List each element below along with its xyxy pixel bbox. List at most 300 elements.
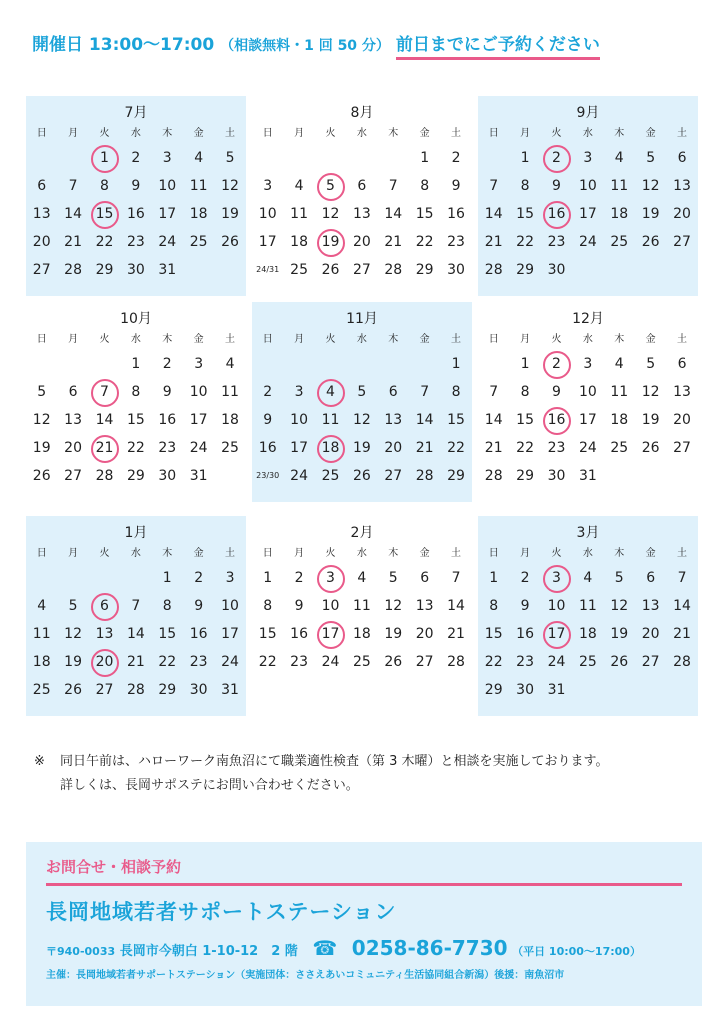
day-cell: 25 <box>32 682 51 698</box>
day-cell: 18 <box>221 412 239 428</box>
week-row <box>252 648 472 676</box>
event-day: 3 <box>541 564 572 592</box>
event-day: 21 <box>89 434 120 462</box>
month-title: 9月 <box>576 105 600 121</box>
day-cell: 19 <box>221 206 239 222</box>
day-cell: 14 <box>673 598 691 614</box>
day-cell: 9 <box>194 598 204 614</box>
event-day: 2 <box>541 144 572 172</box>
day-cell: 1 <box>420 150 430 166</box>
day-cell <box>666 676 697 704</box>
weekday-label: 土 <box>677 334 688 345</box>
weekday-label: 木 <box>388 128 399 139</box>
day-cell: 4 <box>614 150 624 166</box>
week-row <box>26 378 246 406</box>
day-cell: 14 <box>415 412 434 428</box>
day-cell: 2 <box>194 570 204 586</box>
day-cell: 25 <box>610 234 629 250</box>
day-cell: 10 <box>578 178 597 194</box>
day-cell: 10 <box>578 384 597 400</box>
day-cell: 9 <box>552 384 561 400</box>
week-row <box>478 676 698 704</box>
day-cell: 31 <box>221 682 239 698</box>
event-day: 6 <box>89 592 120 620</box>
sponsor-line: 主催：長岡地域若者サポートステーション（実施団体：ささえあいコミュニティ生活協同組合新潟）後援：南魚沼市 <box>46 970 565 981</box>
day-cell: 14 <box>126 626 145 642</box>
day-cell: 2 <box>263 384 273 400</box>
weekday-label: 月 <box>68 128 79 139</box>
month-calendar <box>26 516 246 716</box>
day-cell <box>57 144 88 172</box>
day-cell: 18 <box>352 626 371 642</box>
day-cell: 3 <box>294 384 304 400</box>
weekday-label: 月 <box>68 548 79 559</box>
day-cell: 25 <box>352 654 371 670</box>
day-cell: 10 <box>321 598 340 614</box>
day-cell: 17 <box>578 412 597 428</box>
day-cell: 27 <box>32 262 51 278</box>
weekday-header <box>26 330 246 350</box>
day-cell: 4 <box>37 598 47 614</box>
month-title: 7月 <box>124 105 148 121</box>
week-row <box>26 462 246 490</box>
day-cell: 11 <box>32 626 51 642</box>
day-cell: 4 <box>583 570 593 586</box>
event-day: 7 <box>89 378 120 406</box>
weekday-label: 木 <box>162 334 173 345</box>
day-cell: 21 <box>447 626 465 642</box>
day-cell: 28 <box>447 654 465 670</box>
month-calendar <box>252 302 472 502</box>
day-cell: 10 <box>189 384 208 400</box>
day-cell: 16 <box>447 206 465 222</box>
day-cell: 13 <box>384 412 403 428</box>
day-cell: 22 <box>484 654 503 670</box>
day-cell: 8 <box>451 384 461 400</box>
day-cell: 21 <box>673 626 691 642</box>
week-row <box>478 592 698 620</box>
weekday-label: 土 <box>225 548 236 559</box>
day-cell: 26 <box>610 654 629 670</box>
day-cell: 30 <box>547 468 566 484</box>
day-cell: 4 <box>357 570 367 586</box>
day-cell: 9 <box>263 412 273 428</box>
day-cell: 3 <box>263 178 273 194</box>
day-cell: 27 <box>352 262 371 278</box>
weekday-label: 火 <box>99 548 110 559</box>
day-cell: 12 <box>384 598 403 614</box>
weekday-header <box>478 124 698 144</box>
weekday-label: 日 <box>262 128 273 139</box>
day-cell: 30 <box>158 468 177 484</box>
day-cell: 20 <box>384 440 403 456</box>
week-row <box>252 406 472 434</box>
day-cell: 14 <box>64 206 82 222</box>
day-cell: 5 <box>68 598 78 614</box>
month-title: 10月 <box>120 311 152 327</box>
day-cell: 21 <box>415 440 434 456</box>
day-cell: 17 <box>158 206 177 222</box>
weekday-label: 水 <box>582 548 593 559</box>
day-cell: 26 <box>321 262 340 278</box>
day-cell: 23 <box>547 234 566 250</box>
day-cell: 23 <box>447 234 465 250</box>
day-cell: 23 <box>547 440 566 456</box>
day-cell: 1 <box>131 356 141 372</box>
day-cell: 3 <box>583 150 593 166</box>
day-cell: 8 <box>520 384 530 400</box>
weekday-label: 土 <box>225 128 236 139</box>
event-day: 19 <box>315 228 346 256</box>
weekday-label: 金 <box>419 334 430 345</box>
day-cell: 19 <box>32 440 51 456</box>
week-row <box>26 256 246 284</box>
day-cell: 27 <box>415 654 434 670</box>
weekday-header <box>252 544 472 564</box>
day-cell: 10 <box>290 412 308 428</box>
day-cell: 6 <box>68 384 78 400</box>
weekday-label: 木 <box>162 128 173 139</box>
day-cell: 29 <box>484 682 503 698</box>
address: 長岡市今朝白 1-10-12 2 階 <box>119 944 298 959</box>
week-row <box>478 434 698 462</box>
day-cell: 31 <box>578 468 597 484</box>
month-calendar <box>26 302 246 502</box>
weekday-label: 土 <box>677 548 688 559</box>
month-calendar <box>478 516 698 716</box>
weekday-label: 金 <box>645 128 656 139</box>
day-cell: 16 <box>126 206 145 222</box>
day-cell: 10 <box>258 206 277 222</box>
day-cell: 5 <box>388 570 398 586</box>
header-deadline: 前日までにご予約ください <box>396 35 600 60</box>
day-cell: 20 <box>641 626 660 642</box>
day-cell: 13 <box>95 626 114 642</box>
day-cell: 6 <box>357 178 367 194</box>
weekday-header <box>478 330 698 350</box>
week-row <box>26 676 246 704</box>
day-cell: 23 <box>189 654 208 670</box>
weekday-header <box>26 544 246 564</box>
day-cell <box>409 350 440 378</box>
weekday-label: 木 <box>614 334 625 345</box>
day-cell: 24 <box>158 234 177 250</box>
day-cell <box>604 462 635 490</box>
day-cell: 29 <box>158 682 177 698</box>
day-cell <box>346 144 377 172</box>
weekday-label: 金 <box>645 334 656 345</box>
day-cell: 22 <box>158 654 177 670</box>
day-cell <box>572 256 603 284</box>
day-cell: 17 <box>189 412 208 428</box>
day-cell: 6 <box>420 570 430 586</box>
week-row <box>478 648 698 676</box>
day-cell: 24 <box>578 440 597 456</box>
day-cell: 26 <box>32 468 51 484</box>
day-cell: 16 <box>158 412 177 428</box>
week-row <box>252 144 472 172</box>
weekday-label: 月 <box>294 128 305 139</box>
day-cell: 22 <box>258 654 277 670</box>
week-row <box>252 620 472 648</box>
day-cell: 8 <box>489 598 499 614</box>
weekday-label: 火 <box>325 128 336 139</box>
day-cell: 8 <box>100 178 109 194</box>
day-cell: 2 <box>520 570 530 586</box>
weekday-header <box>252 330 472 350</box>
day-cell <box>478 144 509 172</box>
day-cell: 11 <box>610 178 629 194</box>
day-cell: 30 <box>547 262 566 278</box>
week-row <box>26 648 246 676</box>
day-cell: 11 <box>221 384 239 400</box>
weekday-label: 木 <box>614 548 625 559</box>
day-cell: 15 <box>158 626 177 642</box>
day-cell <box>214 256 245 284</box>
week-row <box>26 350 246 378</box>
day-cell: 15 <box>447 412 465 428</box>
day-cell: 13 <box>673 178 691 194</box>
phone-number[interactable]: 0258-86-7730 <box>351 936 508 960</box>
day-cell: 9 <box>520 598 530 614</box>
day-cell: 22 <box>516 440 534 456</box>
day-cell <box>315 144 346 172</box>
day-cell: 14 <box>384 206 403 222</box>
day-cell: 7 <box>68 178 78 194</box>
day-cell: 10 <box>221 598 239 614</box>
weekday-label: 日 <box>488 334 499 345</box>
day-cell: 6 <box>677 150 687 166</box>
week-row <box>252 434 472 462</box>
day-cell: 5 <box>225 150 235 166</box>
day-cell: 18 <box>578 626 597 642</box>
address-line <box>46 936 682 960</box>
day-cell: 17 <box>290 440 308 456</box>
day-cell: 23 <box>290 654 308 670</box>
day-cell: 27 <box>641 654 660 670</box>
weekday-header <box>26 124 246 144</box>
day-cell <box>635 462 666 490</box>
week-row <box>478 406 698 434</box>
event-day: 17 <box>541 620 572 648</box>
note-line-2: 詳しくは、長岡サポステにお問い合わせください。 <box>60 778 359 793</box>
day-cell: 13 <box>641 598 660 614</box>
day-cell: 15 <box>126 412 145 428</box>
day-cell: 18 <box>189 206 208 222</box>
event-day: 20 <box>89 648 120 676</box>
weekday-label: 金 <box>193 128 204 139</box>
day-cell <box>572 676 603 704</box>
week-row <box>478 228 698 256</box>
event-day: 16 <box>541 200 572 228</box>
day-cell: 11 <box>352 598 371 614</box>
week-row <box>26 144 246 172</box>
weekday-label: 水 <box>582 334 593 345</box>
day-cell: 16 <box>189 626 208 642</box>
day-cell: 2 <box>451 150 461 166</box>
day-cell: 20 <box>64 440 82 456</box>
day-cell: 8 <box>520 178 530 194</box>
day-cell: 7 <box>451 570 461 586</box>
day-cell: 9 <box>552 178 561 194</box>
day-cell: 29 <box>516 262 534 278</box>
weekday-label: 金 <box>193 334 204 345</box>
day-cell: 2 <box>162 356 172 372</box>
day-cell: 23 <box>126 234 145 250</box>
day-cell: 5 <box>357 384 367 400</box>
day-cell: 30 <box>516 682 534 698</box>
note <box>34 750 609 798</box>
weekday-label: 火 <box>551 548 562 559</box>
day-cell <box>120 564 151 592</box>
weekday-label: 日 <box>488 548 499 559</box>
event-day: 18 <box>315 434 346 462</box>
day-cell: 6 <box>388 384 398 400</box>
day-cell: 1 <box>162 570 172 586</box>
day-cell: 28 <box>484 468 503 484</box>
weekday-label: 日 <box>262 334 273 345</box>
day-cell: 16 <box>290 626 308 642</box>
weekday-label: 水 <box>356 128 367 139</box>
month-title: 3月 <box>576 525 600 541</box>
day-cell: 30 <box>447 262 465 278</box>
day-cell: 5 <box>646 150 656 166</box>
day-cell: 7 <box>489 384 499 400</box>
note-mark: ※ <box>34 754 45 769</box>
week-row <box>252 200 472 228</box>
day-cell: 2 <box>131 150 141 166</box>
day-cell: 19 <box>352 440 371 456</box>
day-cell: 29 <box>126 468 145 484</box>
week-row <box>26 434 246 462</box>
event-day: 16 <box>541 406 572 434</box>
week-row <box>252 350 472 378</box>
day-cell: 29 <box>415 262 434 278</box>
day-cell: 24/31 <box>256 265 280 274</box>
day-cell: 12 <box>32 412 51 428</box>
weekday-label: 火 <box>99 128 110 139</box>
day-cell: 24 <box>578 234 597 250</box>
event-day: 1 <box>89 144 120 172</box>
day-cell: 18 <box>32 654 51 670</box>
day-cell: 27 <box>673 440 691 456</box>
day-cell: 5 <box>614 570 624 586</box>
schedule-header <box>32 30 600 55</box>
day-cell: 8 <box>263 598 273 614</box>
week-row <box>252 172 472 200</box>
day-cell: 12 <box>64 626 82 642</box>
day-cell: 1 <box>451 356 461 372</box>
weekday-label: 金 <box>193 548 204 559</box>
day-cell: 13 <box>352 206 371 222</box>
week-row <box>478 378 698 406</box>
weekday-label: 火 <box>551 334 562 345</box>
day-cell: 18 <box>610 412 629 428</box>
day-cell: 10 <box>158 178 177 194</box>
weekday-label: 月 <box>520 548 531 559</box>
day-cell: 8 <box>131 384 141 400</box>
event-day: 2 <box>541 350 572 378</box>
day-cell: 6 <box>37 178 47 194</box>
day-cell: 14 <box>95 412 114 428</box>
day-cell: 11 <box>578 598 597 614</box>
day-cell: 22 <box>516 234 534 250</box>
day-cell: 28 <box>95 468 114 484</box>
weekday-label: 水 <box>130 334 141 345</box>
week-row <box>26 200 246 228</box>
weekday-label: 木 <box>388 548 399 559</box>
day-cell: 30 <box>189 682 208 698</box>
organization-name: 長岡地域若者サポートステーション <box>46 900 397 924</box>
day-cell: 12 <box>641 384 660 400</box>
contact-box <box>26 842 702 1006</box>
day-cell: 28 <box>484 262 503 278</box>
day-cell: 31 <box>189 468 208 484</box>
day-cell <box>478 350 509 378</box>
day-cell: 7 <box>420 384 430 400</box>
day-cell: 19 <box>384 626 403 642</box>
day-cell: 5 <box>646 356 656 372</box>
day-cell: 21 <box>64 234 82 250</box>
day-cell <box>635 256 666 284</box>
weekday-label: 火 <box>551 128 562 139</box>
header-time: 開催日 13:00～17:00 <box>32 35 215 55</box>
day-cell <box>214 462 245 490</box>
day-cell: 28 <box>415 468 434 484</box>
day-cell <box>89 564 120 592</box>
day-cell: 3 <box>194 356 204 372</box>
day-cell <box>252 350 283 378</box>
day-cell: 28 <box>384 262 403 278</box>
week-row <box>252 256 472 284</box>
day-cell: 26 <box>641 440 660 456</box>
day-cell: 25 <box>290 262 308 278</box>
day-cell: 8 <box>162 598 172 614</box>
week-row <box>26 228 246 256</box>
day-cell: 17 <box>258 234 277 250</box>
day-cell <box>666 462 697 490</box>
day-cell <box>283 350 314 378</box>
day-cell: 28 <box>64 262 82 278</box>
day-cell <box>89 350 120 378</box>
day-cell: 12 <box>221 178 239 194</box>
day-cell: 1 <box>520 150 530 166</box>
day-cell: 3 <box>225 570 235 586</box>
day-cell: 17 <box>578 206 597 222</box>
day-cell: 24 <box>321 654 340 670</box>
day-cell: 16 <box>516 626 534 642</box>
contact-divider <box>46 883 682 886</box>
day-cell: 12 <box>610 598 629 614</box>
event-day: 17 <box>315 620 346 648</box>
weekday-label: 月 <box>68 334 79 345</box>
day-cell <box>346 350 377 378</box>
day-cell: 31 <box>547 682 566 698</box>
day-cell: 25 <box>578 654 597 670</box>
week-row <box>26 406 246 434</box>
day-cell: 12 <box>641 178 660 194</box>
month-title: 11月 <box>346 311 378 327</box>
day-cell: 3 <box>162 150 172 166</box>
weekday-label: 木 <box>388 334 399 345</box>
day-cell: 21 <box>484 440 503 456</box>
office-hours: （平日 10:00～17:00） <box>512 945 641 958</box>
day-cell: 22 <box>447 440 465 456</box>
day-cell: 26 <box>352 468 371 484</box>
day-cell: 26 <box>64 682 82 698</box>
weekday-header <box>478 544 698 564</box>
day-cell: 16 <box>258 440 277 456</box>
